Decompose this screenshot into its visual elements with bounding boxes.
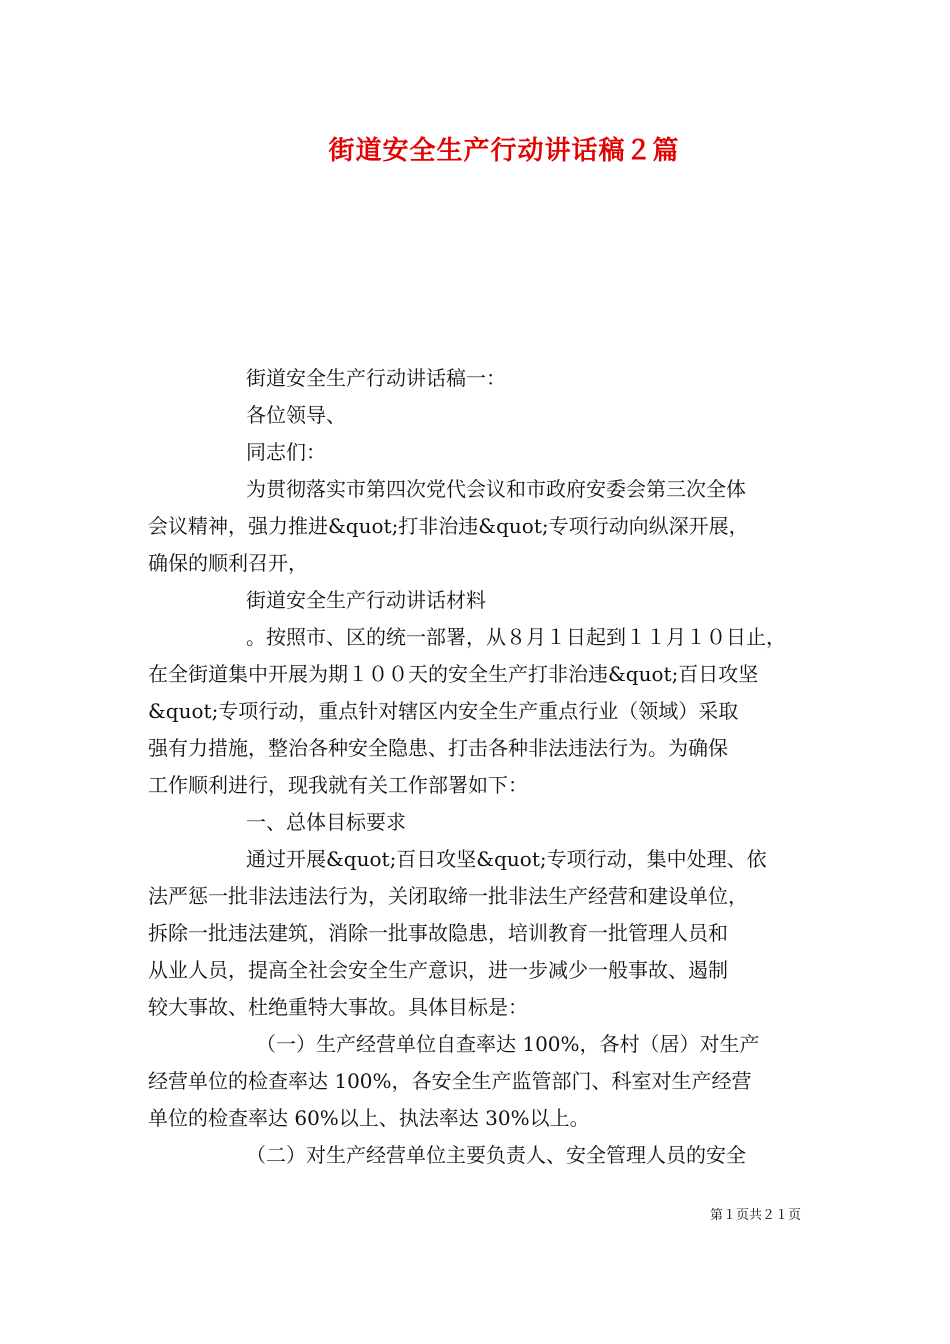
page-number: 第１页共２１页 xyxy=(710,1208,802,1223)
paragraph-line: 为贯彻落实市第四次党代会议和市政府安委会第三次全体 xyxy=(246,477,746,501)
paragraph-line: 经营单位的检查率达 100%，各安全生产监管部门、科室对生产经营 xyxy=(148,1069,752,1093)
paragraph-line: &quot;专项行动，重点针对辖区内安全生产重点行业（领域）采取 xyxy=(148,699,739,723)
paragraph-line: 通过开展&quot;百日攻坚&quot;专项行动，集中处理、依 xyxy=(246,847,767,871)
document-title: 街道安全生产行动讲话稿２篇 xyxy=(328,136,680,166)
paragraph-line: 会议精神，强力推进&quot;打非治违&quot;专项行动向纵深开展， xyxy=(148,514,749,538)
paragraph-line: 在全街道集中开展为期１００天的安全生产打非治违&quot;百日攻坚 xyxy=(148,662,759,686)
paragraph-line: 确保的顺利召开， xyxy=(148,551,308,575)
paragraph-line: 工作顺利进行，现我就有关工作部署如下： xyxy=(148,773,528,797)
paragraph-line: 拆除一批违法建筑，消除一批事故隐患，培训教育一批管理人员和 xyxy=(148,921,728,945)
target-item-1: （一）生产经营单位自查率达 100%，各村（居）对生产 xyxy=(256,1032,760,1056)
paragraph-line: 从业人员，提高全社会安全生产意识，进一步减少一般事故、遏制 xyxy=(148,958,728,982)
paragraph-line: 单位的检查率达 60%以上、执法率达 30%以上。 xyxy=(148,1106,590,1130)
target-item-2: （二）对生产经营单位主要负责人、安全管理人员的安全 xyxy=(246,1143,746,1167)
material-heading: 街道安全生产行动讲话材料 xyxy=(246,588,486,612)
speech-heading: 街道安全生产行动讲话稿一： xyxy=(246,366,506,390)
section-heading: 一、总体目标要求 xyxy=(246,810,406,834)
paragraph-line: 。按照市、区的统一部署，从８月１日起到１１月１０日止， xyxy=(246,625,786,649)
paragraph-line: 强有力措施，整治各种安全隐患、打击各种非法违法行为。为确保 xyxy=(148,736,728,760)
paragraph-line: 较大事故、杜绝重特大事故。具体目标是： xyxy=(148,995,528,1019)
paragraph-line: 法严惩一批非法违法行为，关闭取缔一批非法生产经营和建设单位， xyxy=(148,884,748,908)
salutation-leaders: 各位领导、 xyxy=(246,403,346,427)
salutation-comrades: 同志们： xyxy=(246,440,326,464)
